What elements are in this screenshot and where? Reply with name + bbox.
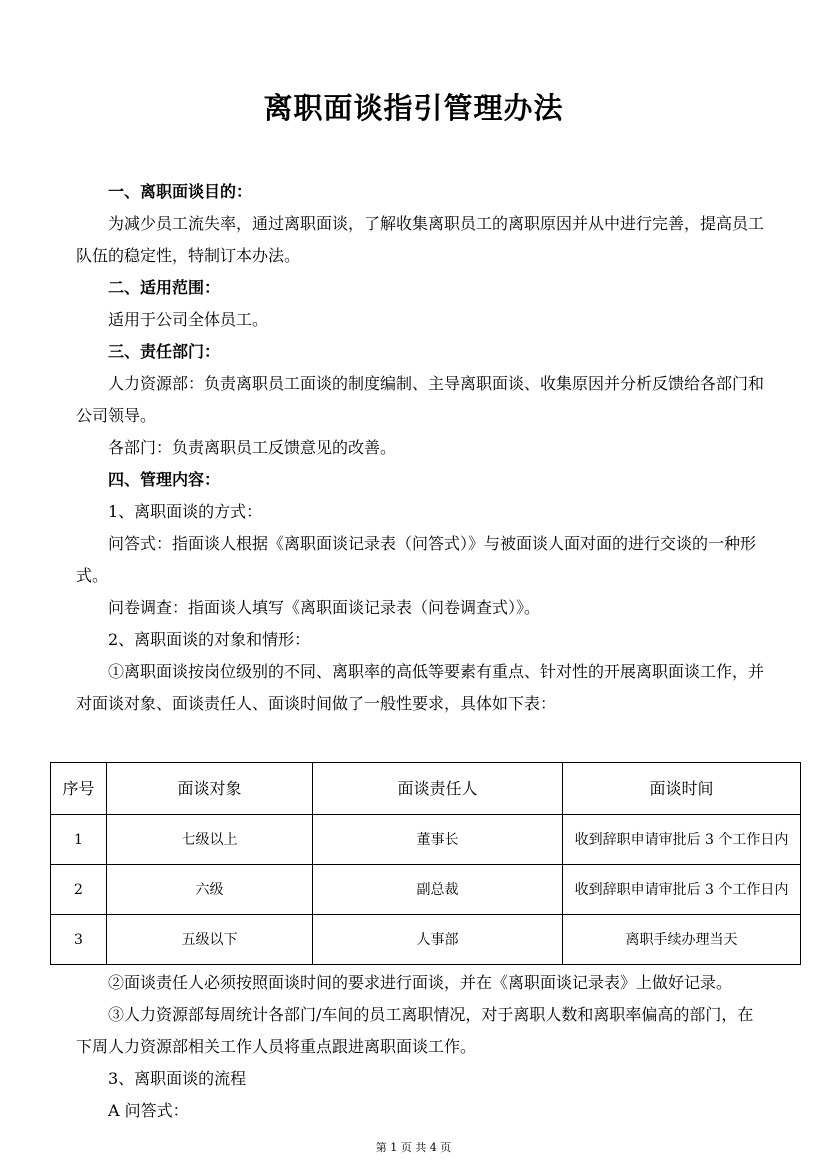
table-cell: 人事部 — [313, 915, 563, 965]
table-header-cell: 面谈责任人 — [313, 763, 563, 815]
paragraph: ③人力资源部每周统计各部门/车间的员工离职情况，对于离职人数和离职率偏高的部门，在下周人力资源部相关工作人员将重点跟进离职面谈工作。 — [76, 1005, 754, 1056]
table-header-cell: 面谈时间 — [563, 763, 801, 815]
table-cell: 离职手续办理当天 — [563, 915, 801, 965]
paragraph: ②面谈责任人必须按照面谈时间的要求进行面谈，并在《离职面谈记录表》上做好记录。 — [108, 973, 733, 992]
table-cell: 收到辞职申请审批后 3 个工作日内 — [563, 865, 801, 915]
table-cell: 董事长 — [313, 815, 563, 865]
table-row — [51, 915, 801, 965]
section-heading: 二、适用范围： — [108, 278, 221, 297]
paragraph: 1、离职面谈的方式： — [108, 502, 263, 521]
paragraph: ①离职面谈按岗位级别的不同、离职率的高低等要素有重点、针对性的开展离职面谈工作，并对面谈对象、面谈责任人、面谈时间做了一般性要求，具体如下表： — [76, 662, 765, 713]
table-header-cell: 序号 — [51, 763, 107, 815]
section-heading: 四、管理内容： — [108, 470, 221, 489]
paragraph: 各部门：负责离职员工反馈意见的改善。 — [108, 438, 397, 457]
interview-table-wrapper — [50, 762, 800, 965]
paragraph: 为减少员工流失率，通过离职面谈，了解收集离职员工的离职原因并从中进行完善，提高员工队伍的稳定性，特制订本办法。 — [76, 214, 765, 265]
paragraph: 适用于公司全体员工。 — [108, 310, 269, 329]
paragraph: 问答式：指面谈人根据《离职面谈记录表（问答式）》与被面谈人面对面的进行交谈的一种形式。 — [76, 534, 757, 585]
table-cell: 六级 — [107, 865, 313, 915]
document-title: 离职面谈指引管理办法 — [263, 91, 564, 125]
table-cell: 七级以上 — [107, 815, 313, 865]
post-table-content — [76, 967, 766, 1127]
table-header-row — [51, 763, 801, 815]
paragraph: 2、离职面谈的对象和情形： — [108, 630, 311, 649]
table-cell: 副总裁 — [313, 865, 563, 915]
paragraph: 3、离职面谈的流程 — [108, 1069, 247, 1088]
table-cell: 2 — [51, 865, 107, 915]
table-row — [51, 815, 801, 865]
table-row — [51, 865, 801, 915]
page-footer: 第 1 页 共 4 页 — [375, 1141, 452, 1154]
section-heading: 三、责任部门： — [108, 342, 221, 361]
table-cell: 五级以下 — [107, 915, 313, 965]
table-cell: 收到辞职申请审批后 3 个工作日内 — [563, 815, 801, 865]
table-header-cell: 面谈对象 — [107, 763, 313, 815]
paragraph: 问卷调查：指面谈人填写《离职面谈记录表（问卷调查式）》。 — [108, 598, 541, 617]
table-cell: 3 — [51, 915, 107, 965]
table-cell: 1 — [51, 815, 107, 865]
paragraph: 人力资源部：负责离职员工面谈的制度编制、主导离职面谈、收集原因并分析反馈给各部门和公司领导。 — [76, 374, 765, 425]
interview-table — [50, 762, 801, 965]
section-heading: 一、离职面谈目的： — [108, 182, 253, 201]
paragraph: A 问答式： — [108, 1101, 189, 1120]
document-body — [62, 176, 789, 1127]
